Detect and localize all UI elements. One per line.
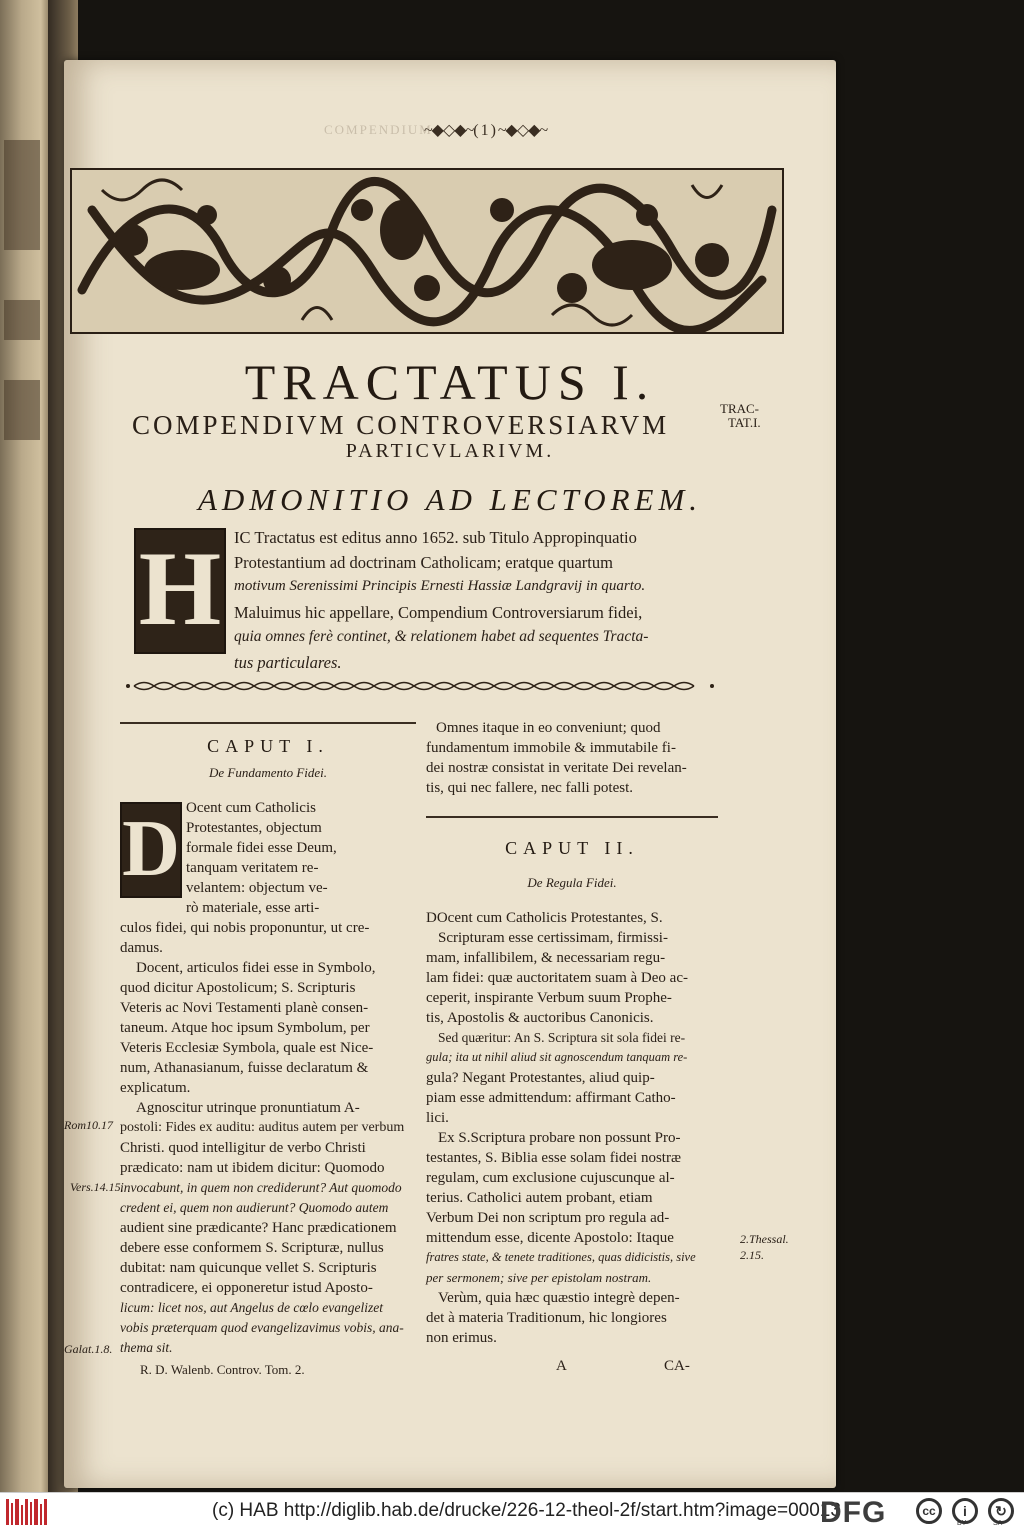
intro-line-1: IC Tractatus est editus anno 1652. sub Titulo Appropinquatio xyxy=(234,528,637,547)
chapter-1-line-14: invocabunt, in quem non crediderunt? Aut quomodo xyxy=(120,1180,402,1195)
chapter-1-line-8: num, Athanasianum, fuisse declaratum & xyxy=(120,1060,369,1076)
chapter-1-line-17: debere esse conformem S. Scripturæ, nullus xyxy=(120,1240,384,1256)
treatise-subtitle-1: COMPENDIVM CONTROVERSIARVM xyxy=(132,410,670,440)
margin-note-tract-1: TRAC- xyxy=(720,401,759,416)
chapter-1-line-1: culos fidei, qui nobis proponuntur, ut cre- xyxy=(120,920,370,936)
cc-by-label: BY xyxy=(957,1520,967,1527)
chapter-2-line-4: lam fidei: quæ auctoritatem suam à Deo ac- xyxy=(426,970,688,986)
chapter-1-line-7: Veteris Ecclesiæ Symbola, quale est Nice- xyxy=(120,1040,374,1056)
chapter-1-cont-line-1: Omnes itaque in eo conveniunt; quod xyxy=(436,720,661,736)
chapter-2-line-9: gula? Negant Protestantes, aliud quip- xyxy=(426,1070,655,1086)
treatise-title: TRACTATUS I. xyxy=(244,354,656,410)
intro-line-6: tus particulares. xyxy=(234,653,342,672)
chapter-2-line-2: Scripturam esse certissimam, firmissi- xyxy=(438,930,668,946)
book-page xyxy=(64,60,836,1488)
chapter-1-line-15: credent ei, quem non audierunt? Quomodo autem xyxy=(120,1200,389,1215)
chapter-1-dropcap-line-1: Ocent cum Catholicis xyxy=(186,800,316,816)
margin-note-tract-2: TAT.I. xyxy=(728,415,761,430)
barcode-icon xyxy=(6,1499,48,1525)
chapter-1-line-16: audient sine prædicante? Hanc prædicationem xyxy=(120,1220,397,1236)
headpiece-ornament-icon xyxy=(72,170,782,332)
chapter-2-line-15: terius. Catholici autem probant, etiam xyxy=(426,1190,653,1206)
intro-line-2: Protestantium ad doctrinam Catholicam; eratque quartum xyxy=(234,553,613,572)
cc-license-icon: cc xyxy=(916,1498,942,1524)
treatise-subtitle-2: PARTICVLARIVM. xyxy=(345,440,555,462)
chapter-1-subheading: De Fundamento Fidei. xyxy=(208,765,328,780)
chapter-2-line-13: testantes, S. Biblia esse solam fidei nostræ xyxy=(426,1150,681,1166)
margin-note-vers: Vers.14.15. xyxy=(70,1180,124,1194)
dfg-logo: DFG xyxy=(820,1496,887,1529)
signature-mark: A xyxy=(556,1358,567,1374)
page-number: ~◆◇◆~(1)~◆◇◆~ xyxy=(424,122,548,139)
chapter-1-dropcap-line-3: formale fidei esse Deum, xyxy=(186,840,337,856)
catchword: CA- xyxy=(664,1358,690,1374)
chapter-1-cont-line-3: dei nostræ consistat in veritate Dei revelan- xyxy=(426,760,687,776)
cc-sa-label: SA xyxy=(993,1520,1003,1527)
intro-line-3: motivum Serenissimi Principis Ernesti Hassiæ Landgravij in quarto. xyxy=(234,578,646,594)
chapter-2-line-7: Sed quæritur: An S. Scriptura sit sola fidei re- xyxy=(438,1030,686,1045)
chapter-1-line-11: postoli: Fides ex auditu: auditus autem per verbum xyxy=(120,1120,405,1135)
cc-by-icon: i xyxy=(952,1498,978,1524)
margin-note-rom: Rom10.17 xyxy=(64,1118,113,1132)
intro-dropcap: H xyxy=(134,528,226,654)
chapter-2-line-3: mam, infallibilem, & necessariam regu- xyxy=(426,950,666,966)
viewer-footer xyxy=(0,1492,1024,1530)
chapter-1-line-9: explicatum. xyxy=(120,1080,191,1096)
margin-note-thessal: 2.Thessal. xyxy=(740,1232,789,1246)
ornamental-headpiece xyxy=(70,168,784,334)
volume-signature: R. D. Walenb. Controv. Tom. 2. xyxy=(140,1362,305,1377)
left-column-rule xyxy=(120,722,416,724)
intro-line-4: Maluimus hic appellare, Compendium Controversiarum fidei, xyxy=(234,603,643,622)
chapter-1-heading: CAPUT I. xyxy=(207,736,329,756)
chapter-1-dropcap-line-4: tanquam veritatem re- xyxy=(186,860,319,876)
chapter-2-line-19: per sermonem; sive per epistolam nostram. xyxy=(426,1270,652,1285)
cc-share-alike-icon: ↻ xyxy=(988,1498,1014,1524)
chapter-1-line-6: taneum. Atque hoc ipsum Symbolum, per xyxy=(120,1020,370,1036)
chapter-2-line-10: piam esse admittendum: affirmant Catho- xyxy=(426,1090,676,1106)
chapter-1-line-2: damus. xyxy=(120,940,163,956)
chapter-1-cont-line-4: tis, qui nec fallere, nec falli potest. xyxy=(426,780,634,796)
right-column-rule xyxy=(426,816,718,818)
chapter-1-line-3: Docent, articulos fidei esse in Symbolo, xyxy=(136,960,376,976)
chapter-1-cont-line-2: fundamentum immobile & immutabile fi- xyxy=(426,740,676,756)
chapter-1-line-13: prædicato: nam ut ibidem dicitur: Quomodo xyxy=(120,1160,385,1176)
chapter-2-line-5: ceperit, inspirante Verbum suum Prophe- xyxy=(426,990,672,1006)
chapter-2-line-1: DOcent cum Catholicis Protestantes, S. xyxy=(426,910,663,926)
copyright-url[interactable]: (c) HAB http://diglib.hab.de/drucke/226-12-theol-2f/start.htm?image=00013 xyxy=(212,1500,841,1521)
chapter-1-line-18: dubitat: nam quicunque vellet S. Scripturis xyxy=(120,1260,377,1276)
chapter-1-line-21: vobis præterquam quod evangelizavimus vobis, ana- xyxy=(120,1320,404,1335)
margin-note-galat: Galat.1.8. xyxy=(64,1342,113,1356)
chapter-1-line-19: contradicere, ei opponeretur istud Aposto- xyxy=(120,1280,373,1296)
chapter-2-line-11: lici. xyxy=(426,1110,449,1126)
bleed-through-text: COMPENDIUM xyxy=(324,122,433,137)
previous-page-edge xyxy=(0,0,48,1492)
admonition-heading: ADMONITIO AD LECTOREM. xyxy=(197,482,703,517)
chapter-2-line-20: Verùm, quia hæc quæstio integrè depen- xyxy=(438,1290,680,1306)
chapter-2-subheading: De Regula Fidei. xyxy=(527,875,617,890)
chapter-1-line-22: thema sit. xyxy=(120,1340,173,1355)
chapter-2-heading: CAPUT II. xyxy=(505,838,639,858)
chapter-1-dropcap-line-5: velantem: objectum ve- xyxy=(186,880,328,896)
chapter-1-dropcap-line-2: Protestantes, objectum xyxy=(186,820,322,836)
chapter-1-line-12: Christi. quod intelligitur de verbo Christi xyxy=(120,1140,366,1156)
chapter-2-line-16: Verbum Dei non scriptum pro regula ad- xyxy=(426,1210,670,1226)
chapter-2-line-12: Ex S.Scriptura probare non possunt Pro- xyxy=(438,1130,681,1146)
chapter-2-line-14: regulam, cum exclusione cujuscunque al- xyxy=(426,1170,675,1186)
chapter-2-line-8: gula; ita ut nihil aliud sit agnoscendum tanquam re- xyxy=(426,1050,688,1064)
chapter-1-line-20: licum: licet nos, aut Angelus de cœlo evangelizet xyxy=(120,1300,383,1315)
chapter-1-line-10: Agnoscitur utrinque pronuntiatum A- xyxy=(136,1100,360,1116)
chapter-1-line-4: quod dicitur Apostolicum; S. Scripturis xyxy=(120,980,356,996)
chapter-2-line-18: fratres state, & tenete traditiones, quas didicistis, sive xyxy=(426,1250,696,1264)
ornament-divider-icon xyxy=(120,678,720,694)
chapter-2-line-21: det à materia Traditionum, hic longiores xyxy=(426,1310,667,1326)
chapter-2-line-17: mittendum esse, dicente Apostolo: Itaque xyxy=(426,1230,674,1246)
chapter-1-dropcap: D xyxy=(120,802,182,898)
margin-note-thessal-verse: 2.15. xyxy=(740,1248,764,1262)
chapter-2-line-6: tis, Apostolis & auctoribus Canonicis. xyxy=(426,1010,654,1026)
chapter-1-dropcap-line-6: rò materiale, esse arti- xyxy=(186,900,320,916)
chapter-1-line-5: Veteris ac Novi Testamenti planè consen- xyxy=(120,1000,369,1016)
chapter-2-line-22: non erimus. xyxy=(426,1330,497,1346)
intro-line-5: quia omnes ferè continet, & relationem habet ad sequentes Tracta- xyxy=(234,628,649,645)
